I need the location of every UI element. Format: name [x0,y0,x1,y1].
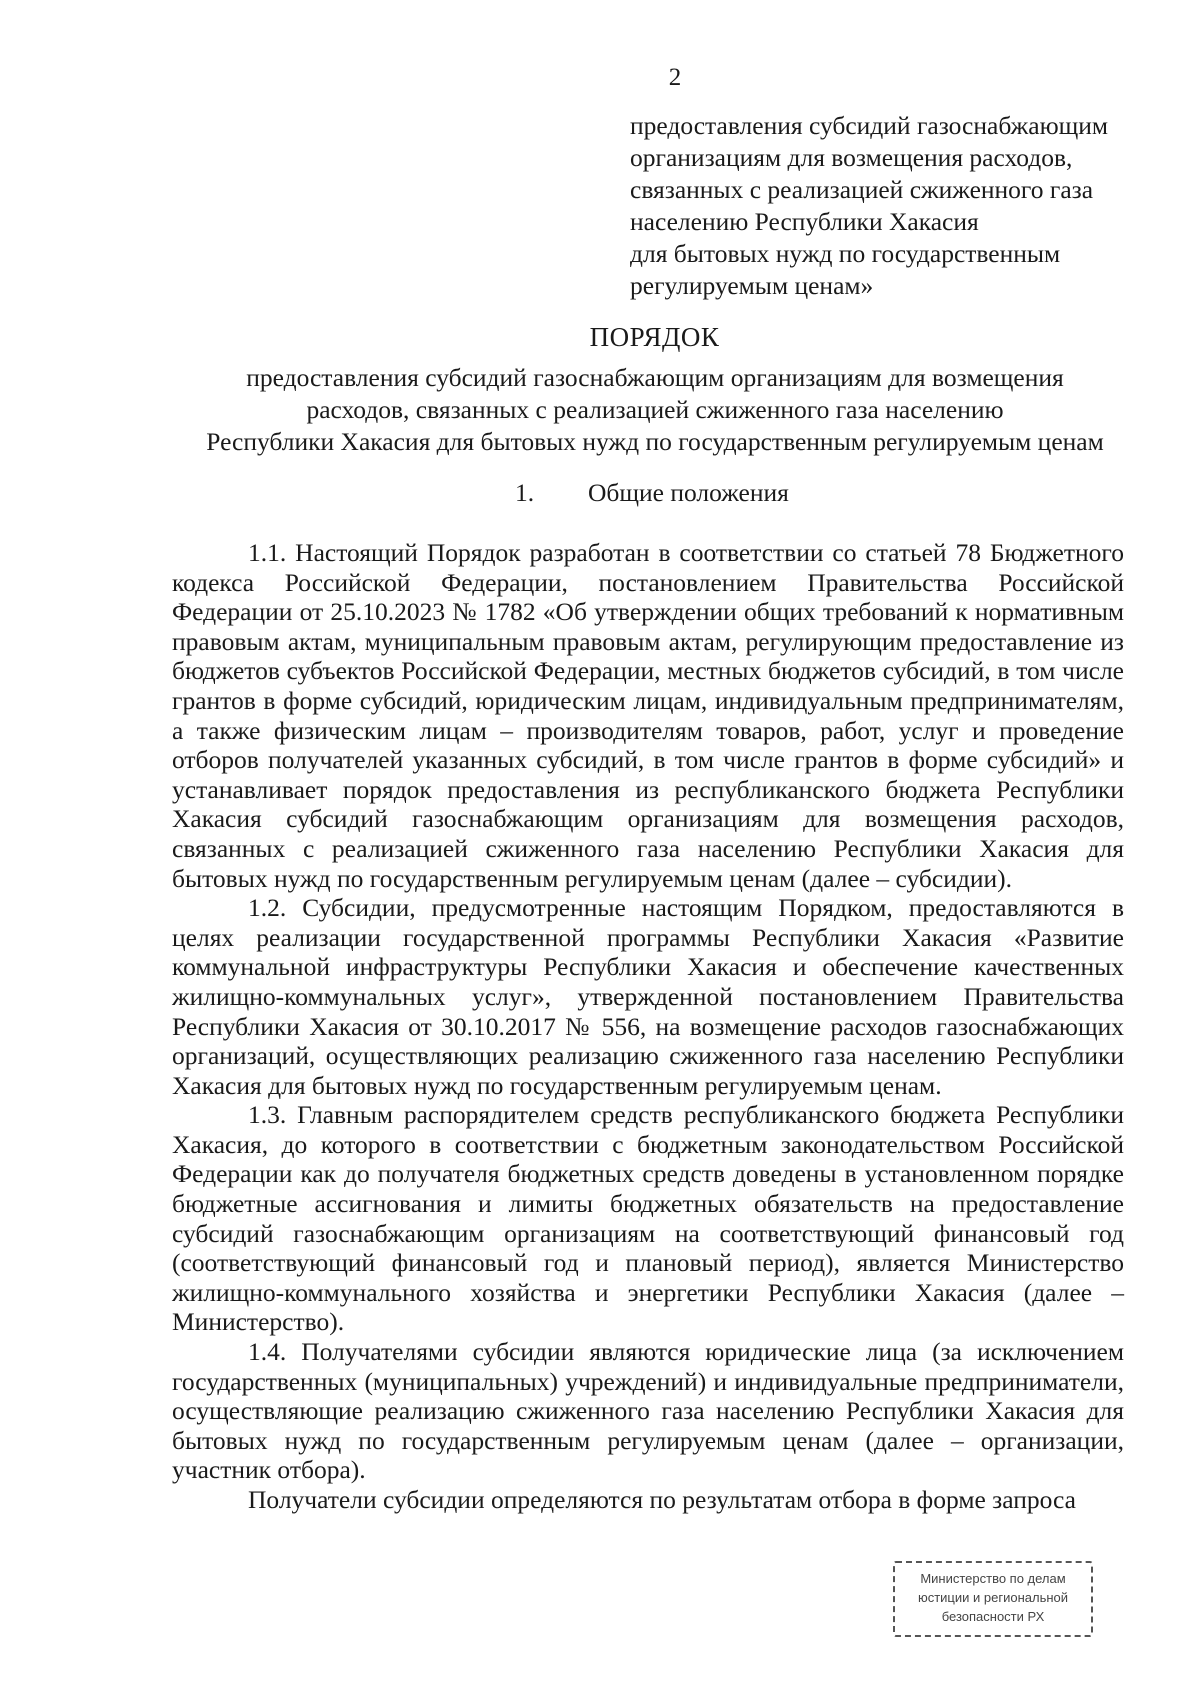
subtitle-line: расходов, связанных с реализацией сжиженного газа населению [306,395,1004,424]
registration-stamp [893,1561,1093,1637]
appendix-line: организациям для возмещения расходов, [630,143,1073,172]
appendix-line: для бытовых нужд по государственным [630,239,1061,268]
stamp-line: Министерство по делам [920,1571,1066,1586]
paragraph-1-4: 1.4. Получателями субсидии являются юридические лица (за исключением государственных (муниципальных) учреждений) и индивидуальные предприниматели, осуществляющие реализацию сжиженного газа населению Республики Хакасия для бытовых нужд по государственным регулируемым ценам (далее – организации, участник отбора). [172,1337,1124,1485]
paragraph-1-3: 1.3. Главным распорядителем средств республиканского бюджета Республики Хакасия, до которого в соответствии с бюджетным законодательством Российской Федерации как до получателя бюджетных средств доведены в установленном порядке бюджетные ассигнования и лимиты бюджетных обязательств на предоставление субсидий газоснабжающим организациям на соответствующий финансовый год (соответствующий финансовый год и плановый период), является Министерство жилищно-коммунального хозяйства и энергетики Республики Хакасия (далее – Министерство). [172,1100,1124,1337]
appendix-line: населению Республики Хакасия [630,207,979,236]
subtitle-line: предоставления субсидий газоснабжающим организациям для возмещения [246,363,1064,392]
paragraph-continuation: Получатели субсидии определяются по результатам отбора в форме запроса [248,1485,1076,1514]
paragraph-1-2: 1.2. Субсидии, предусмотренные настоящим Порядком, предоставляются в целях реализации государственной программы Республики Хакасия «Развитие коммунальной инфраструктуры Республики Хакасия и обеспечение качественных жилищно-коммунальных услуг», утвержденной постановлением Правительства Республики Хакасия от 30.10.2017 № 556, на возмещение расходов газоснабжающих организаций, осуществляющих реализацию сжиженного газа населению Республики Хакасия для бытовых нужд по государственным регулируемым ценам. [172,893,1124,1100]
page-number: 2 [668,64,682,91]
stamp-line: безопасности РХ [941,1609,1045,1624]
section-number: 1. [515,478,535,507]
body-text [172,538,1124,1515]
section-title: Общие положения [588,478,789,507]
appendix-line: связанных с реализацией сжиженного газа [630,175,1094,204]
stamp-line: юстиции и региональной [917,1590,1069,1605]
document-subtitle [170,362,1140,458]
subtitle-line: Республики Хакасия для бытовых нужд по государственным регулируемым ценам [206,427,1104,456]
appendix-reference [630,110,1150,302]
appendix-line: предоставления субсидий газоснабжающим [630,111,1109,140]
appendix-line: регулируемым ценам» [630,271,874,300]
paragraph-1-1: 1.1. Настоящий Порядок разработан в соответствии со статьей 78 Бюджетного кодекса Российской Федерации, постановлением Правительства Российской Федерации от 25.10.2023 № 1782 «Об утверждении общих требований к нормативным правовым актам, муниципальным правовым актам, регулирующим предоставление из бюджетов субъектов Российской Федерации, местных бюджетов субсидий, в том числе грантов в форме субсидий, юридическим лицам, индивидуальным предпринимателям, а также физическим лицам – производителям товаров, работ, услуг и проведение отборов получателей указанных субсидий, в том числе грантов в форме субсидий» и устанавливает порядок предоставления из республиканского бюджета Республики Хакасия субсидий газоснабжающим организациям для возмещения расходов, связанных с реализацией сжиженного газа населению Республики Хакасия для бытовых нужд по государственным регулируемым ценам (далее – субсидии). [172,538,1124,893]
document-title: ПОРЯДОК [589,322,720,352]
